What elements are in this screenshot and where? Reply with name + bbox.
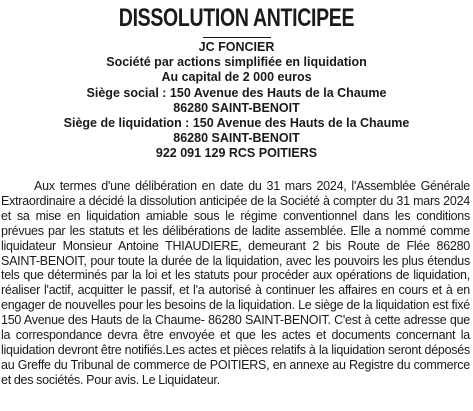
- notice-body-paragraph: Aux termes d'une délibération en date du 31 mars 2024, l'Assemblée Générale Extraordinaire a décidé la dissolution anticipée de la Société à compter du 31 mars 2024 et sa mise en liquidation amiable sous le régime conventionnel dans les conditions prévues par les statuts et les délibérations de ladite assemblée. Elle a nommé comme liquidateur Monsieur Antoine THIAUDIERE, demeurant 2 bis Route de Flée 86280 SAINT-BENOIT, pour toute la durée de la liquidation, avec les pouvoirs les plus étendus tels que déterminés par la loi et les statuts pour procéder aux opérations de liquidation, réaliser l'actif, acquitter le passif, et l'a autorisé à continuer les affaires en cours et à en engager de nouvelles pour les besoins de la liquidation. Le siège de la liquidation est fixé 150 Avenue des Hauts de la Chaume- 86280 SAINT-BENOIT. C'est à cette adresse que la correspondance devra être envoyée et que les actes et documents concernant la liquidation devront être notifiés.Les actes et pièces relatifs à la liquidation seront déposés au Greffe du Tribunal de commerce de POITIERS, en annexe au Registre du commerce et des sociétés. Pour avis. Le Liquidateur.: [1, 179, 470, 387]
- liquidation-office-city: 86280 SAINT-BENOIT: [173, 131, 300, 146]
- notice-title: DISSOLUTION ANTICIPEE: [118, 4, 355, 32]
- liquidation-office-address: Siège de liquidation : 150 Avenue des Hauts de la Chaume: [63, 116, 410, 131]
- registered-office-city: 86280 SAINT-BENOIT: [173, 100, 300, 115]
- company-name: JC FONCIER: [198, 40, 275, 54]
- company-header: [0, 40, 473, 162]
- rcs-registration: 922 091 129 RCS POITIERS: [155, 146, 318, 161]
- registered-office-address: Siège social : 150 Avenue des Hauts de la Chaume: [86, 85, 387, 100]
- company-capital: Au capital de 2 000 euros: [161, 70, 312, 85]
- company-legal-form: Société par actions simplifiée en liquidation: [106, 55, 367, 70]
- title-divider: [203, 37, 271, 38]
